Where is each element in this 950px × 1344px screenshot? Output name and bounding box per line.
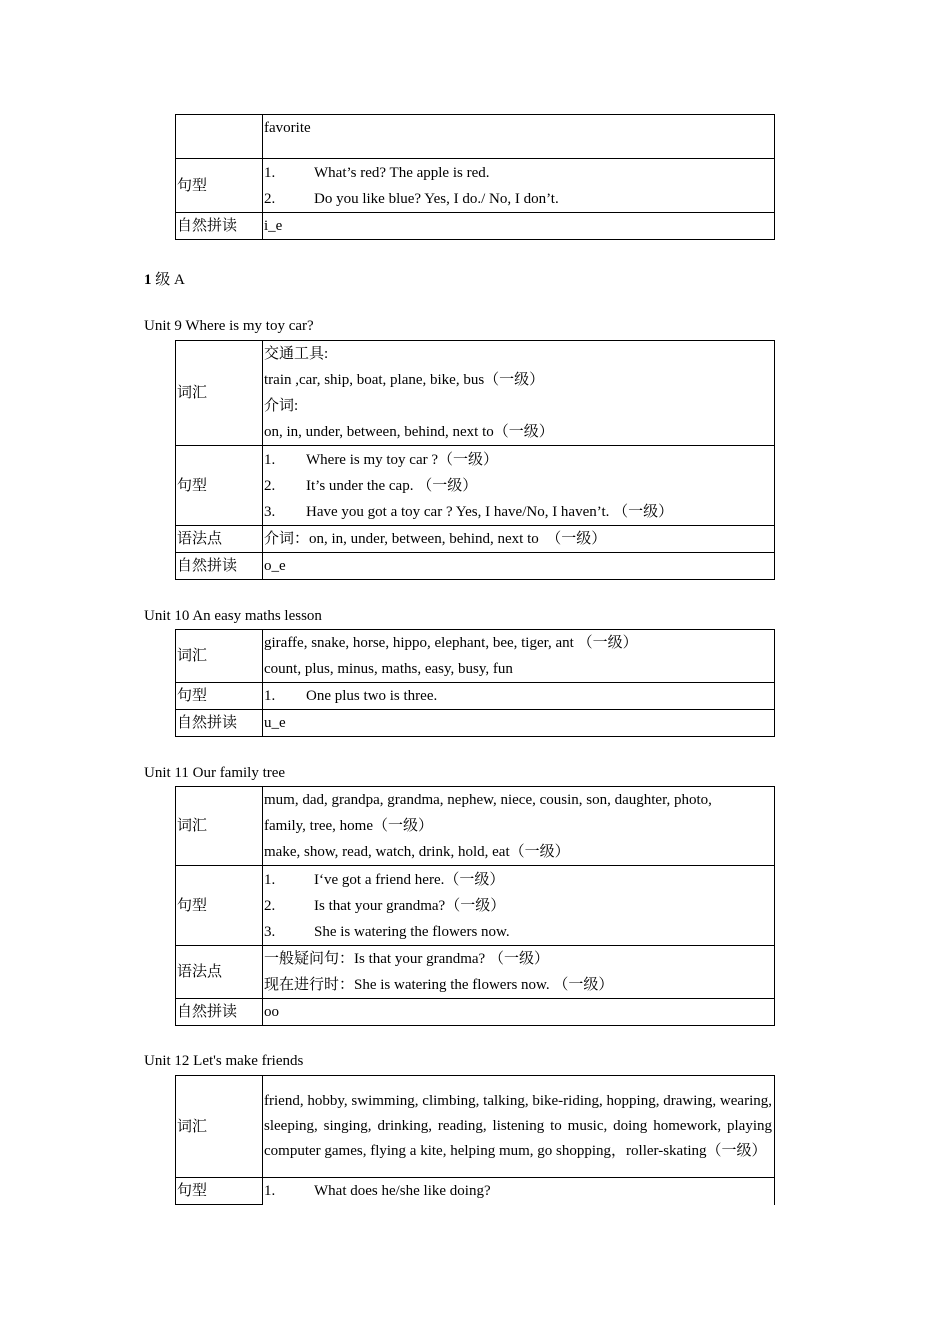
unit9-title: Unit 9 Where is my toy car? (144, 318, 314, 334)
pattern-cell (263, 1178, 775, 1205)
phonics-label: 自然拼读 (176, 999, 263, 1026)
phonics-cell: u_e (263, 710, 775, 737)
pattern-item: 2. Is that your grandma?（一级） (264, 897, 506, 914)
unit12-title: Unit 12 Let's make friends (144, 1053, 304, 1069)
grammar-cell (263, 946, 775, 999)
unit12-table (175, 1075, 775, 1205)
pattern-cell (263, 159, 775, 213)
unit10-title: Unit 10 An easy maths lesson (144, 608, 322, 624)
pattern-label: 句型 (176, 1178, 263, 1205)
pattern-cell (263, 866, 775, 946)
pattern-item: 1. One plus two is three. (264, 688, 438, 704)
grammar-cell: 介词：on, in, under, between, behind, next to （一级） (263, 526, 775, 553)
pattern-item: 1. Where is my toy car ?（一级） (264, 451, 499, 468)
unit10-table (175, 629, 775, 737)
vocab-line: 交通工具: (264, 346, 329, 362)
unit11-table (175, 786, 775, 1026)
unit9-table (175, 340, 775, 580)
phonics-cell: i_e (263, 213, 775, 240)
vocab-label: 词汇 (176, 1076, 263, 1178)
phonics-cell: o_e (263, 553, 775, 580)
pattern-item: 1. I‘ve got a friend here.（一级） (264, 871, 505, 888)
pattern-item: 2. Do you like blue? Yes, I do./ No, I don’t. (264, 190, 559, 207)
vocab-cell (263, 341, 775, 446)
vocab-text: favorite (264, 120, 311, 136)
vocab-label: 词汇 (176, 630, 263, 683)
grammar-label: 语法点 (176, 526, 263, 553)
vocab-line: family, tree, home（一级） (264, 818, 433, 834)
pattern-item: 1. What does he/she like doing? (264, 1183, 491, 1200)
grammar-label: 语法点 (176, 946, 263, 999)
pattern-item: 1. What’s red? The apple is red. (264, 164, 490, 181)
grammar-line: 一般疑问句：Is that your grandma? （一级） (264, 951, 549, 967)
phonics-label: 自然拼读 (176, 553, 263, 580)
vocab-label: 词汇 (176, 787, 263, 866)
vocab-cell (263, 630, 775, 683)
unit11-title: Unit 11 Our family tree (144, 765, 286, 781)
vocab-line: train ,car, ship, boat, plane, bike, bus（一级） (264, 372, 545, 388)
vocab-cell (263, 787, 775, 866)
pattern-cell (263, 683, 775, 710)
pattern-item: 3. Have you got a toy car ? Yes, I have/No, I haven’t. （一级） (264, 503, 674, 520)
pattern-label: 句型 (176, 159, 263, 213)
pattern-label: 句型 (176, 866, 263, 946)
pattern-item: 3. She is watering the flowers now. (264, 923, 510, 940)
level-heading: 1 级 A (144, 272, 185, 288)
vocab-line: 介词: (264, 398, 299, 414)
vocab-cell (263, 1076, 775, 1178)
vocab-line: mum, dad, grandpa, grandma, nephew, niece, cousin, son, daughter, photo, (264, 792, 712, 808)
pattern-item: 2. It’s under the cap. （一级） (264, 477, 478, 494)
phonics-cell: oo (263, 999, 775, 1026)
vocab-line: count, plus, minus, maths, easy, busy, fun (264, 661, 513, 677)
vocab-label: 词汇 (176, 341, 263, 446)
pattern-label: 句型 (176, 446, 263, 526)
vocab-line: on, in, under, between, behind, next to（一级） (264, 424, 554, 440)
vocab-text: friend, hobby, swimming, climbing, talking, bike-riding, hopping, drawing, wearing, sleeping, singing, drinking, reading, listening to music, doing homework, playing computer games, flying a kite, helping mum, go shopping，roller-skating（一级） (264, 1093, 772, 1159)
vocab-cell (263, 115, 775, 159)
pattern-label: 句型 (176, 683, 263, 710)
vocab-line: make, show, read, watch, drink, hold, eat（一级） (264, 844, 570, 860)
vocab-line: giraffe, snake, horse, hippo, elephant, bee, tiger, ant （一级） (264, 635, 638, 651)
empty-label-cell (176, 115, 263, 159)
top-table (175, 114, 775, 240)
phonics-label: 自然拼读 (176, 710, 263, 737)
grammar-line: 现在进行时：She is watering the flowers now. （一级） (264, 977, 614, 993)
pattern-cell (263, 446, 775, 526)
phonics-label: 自然拼读 (176, 213, 263, 240)
